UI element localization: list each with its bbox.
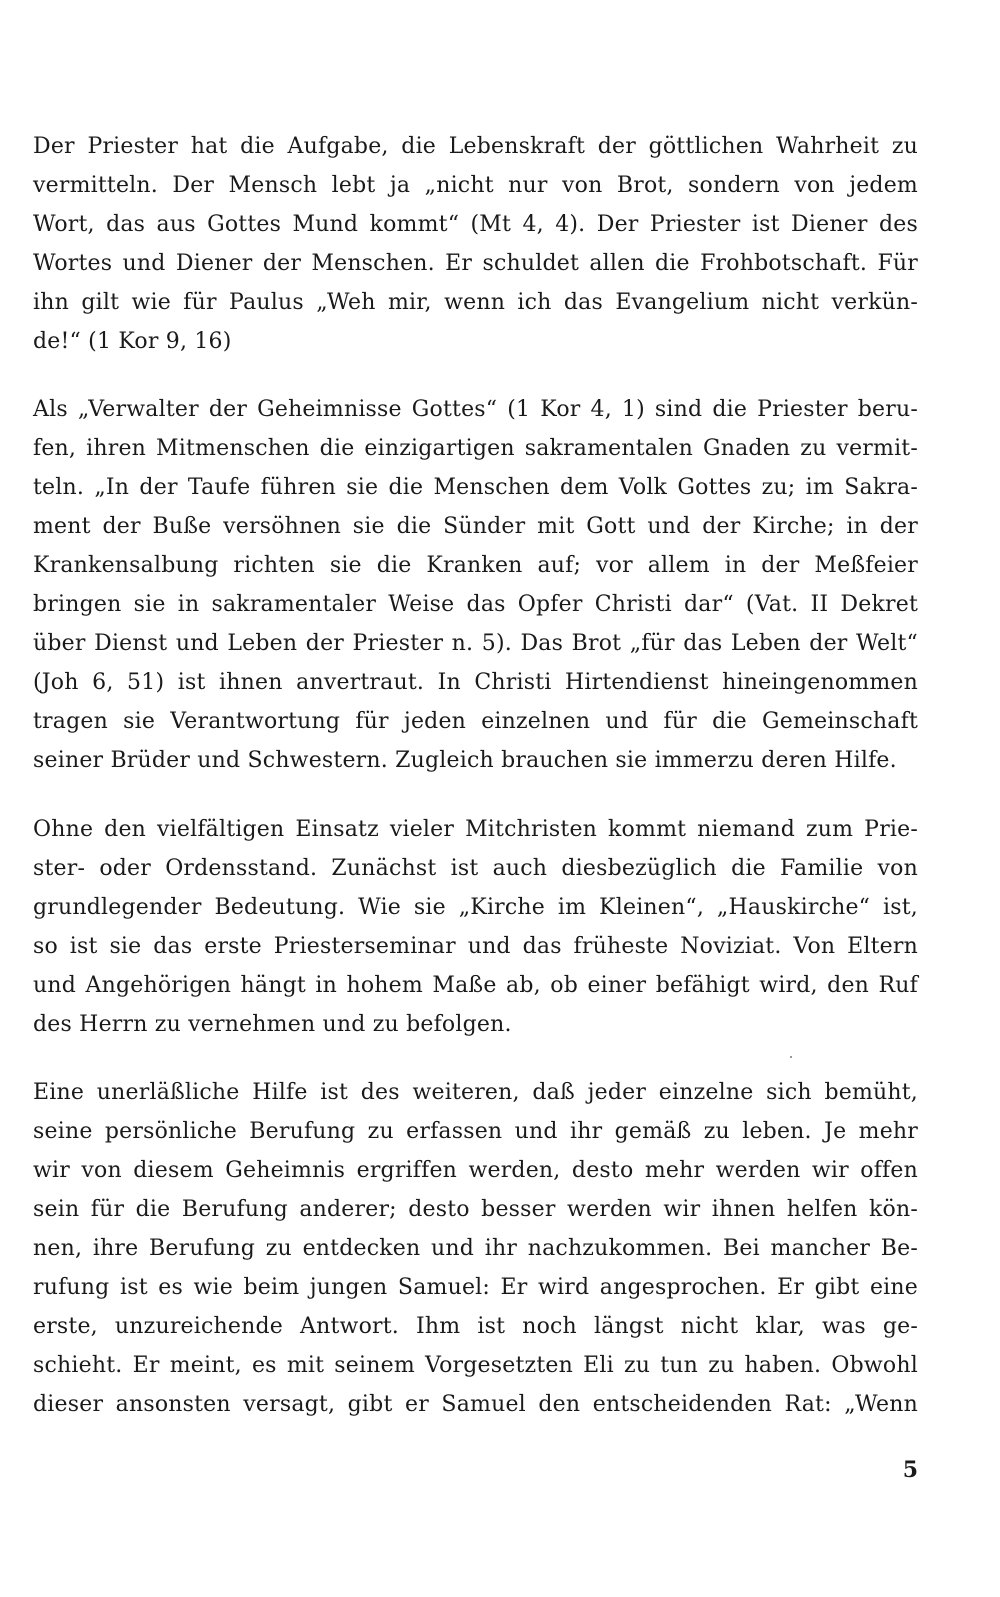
text-line: (Joh 6, 51) ist ihnen anvertraut. In Christi Hirtendienst hineingenommen — [33, 670, 918, 695]
text-line: bringen sie in sakramentaler Weise das Opfer Christi dar“ (Vat. II Dekret — [33, 592, 918, 617]
text-line: schieht. Er meint, es mit seinem Vorgesetzten Eli zu tun zu haben. Obwohl — [33, 1353, 918, 1378]
text-line: sein für die Berufung anderer; desto besser werden wir ihnen helfen kön- — [33, 1197, 918, 1222]
text-line: Ohne den vielfältigen Einsatz vieler Mitchristen kommt niemand zum Prie- — [33, 817, 918, 842]
text-line: nen, ihre Berufung zu entdecken und ihr nachzukommen. Bei mancher Be- — [33, 1236, 918, 1261]
text-line: vermitteln. Der Mensch lebt ja „nicht nur von Brot, sondern von jedem — [33, 173, 918, 198]
text-line: dieser ansonsten versagt, gibt er Samuel den entscheidenden Rat: „Wenn — [33, 1392, 918, 1417]
text-line: wir von diesem Geheimnis ergriffen werden, desto mehr werden wir offen — [33, 1158, 918, 1183]
text-line: seine persönliche Berufung zu erfassen und ihr gemäß zu leben. Je mehr — [33, 1119, 918, 1144]
text-line: Als „Verwalter der Geheimnisse Gottes“ (1 Kor 4, 1) sind die Priester beru- — [33, 397, 918, 422]
text-line: über Dienst und Leben der Priester n. 5). Das Brot „für das Leben der Welt“ — [33, 631, 918, 656]
text-line: ihn gilt wie für Paulus „Weh mir, wenn ich das Evangelium nicht verkün- — [33, 290, 918, 315]
text-line: teln. „In der Taufe führen sie die Menschen dem Volk Gottes zu; im Sakra- — [33, 475, 918, 500]
text-line: Wort, das aus Gottes Mund kommt“ (Mt 4, 4). Der Priester ist Diener des — [33, 212, 918, 237]
text-line: ment der Buße versöhnen sie die Sünder mit Gott und der Kirche; in der — [33, 514, 918, 539]
text-line: erste, unzureichende Antwort. Ihm ist noch längst nicht klar, was ge- — [33, 1314, 918, 1339]
text-line: seiner Brüder und Schwestern. Zugleich brauchen sie immerzu deren Hilfe. — [33, 748, 897, 773]
text-line: Eine unerläßliche Hilfe ist des weiteren, daß jeder einzelne sich bemüht, — [33, 1080, 918, 1105]
text-line: so ist sie das erste Priesterseminar und das früheste Noviziat. Von Eltern — [33, 934, 918, 959]
text-line: de!“ (1 Kor 9, 16) — [33, 329, 232, 354]
text-line: des Herrn zu vernehmen und zu befolgen. — [33, 1012, 512, 1037]
text-line: grundlegender Bedeutung. Wie sie „Kirche im Kleinen“, „Hauskirche“ ist, — [33, 895, 918, 920]
text-line: fen, ihren Mitmenschen die einzigartigen sakramentalen Gnaden zu vermit- — [33, 436, 918, 461]
text-line: und Angehörigen hängt in hohem Maße ab, ob einer befähigt wird, den Ruf — [33, 973, 918, 998]
text-line: ster- oder Ordensstand. Zunächst ist auch diesbezüglich die Familie von — [33, 856, 918, 881]
text-line: tragen sie Verantwortung für jeden einzelnen und für die Gemeinschaft — [33, 709, 918, 734]
text-line: rufung ist es wie beim jungen Samuel: Er wird angesprochen. Er gibt eine — [33, 1275, 918, 1300]
text-line: Der Priester hat die Aufgabe, die Lebenskraft der göttlichen Wahrheit zu — [33, 134, 918, 159]
scan-speck — [790, 1056, 792, 1058]
text-line: Wortes und Diener der Menschen. Er schuldet allen die Frohbotschaft. Für — [33, 251, 918, 276]
text-line: Krankensalbung richten sie die Kranken auf; vor allem in der Meßfeier — [33, 553, 918, 578]
page-number: 5 — [902, 1457, 918, 1483]
